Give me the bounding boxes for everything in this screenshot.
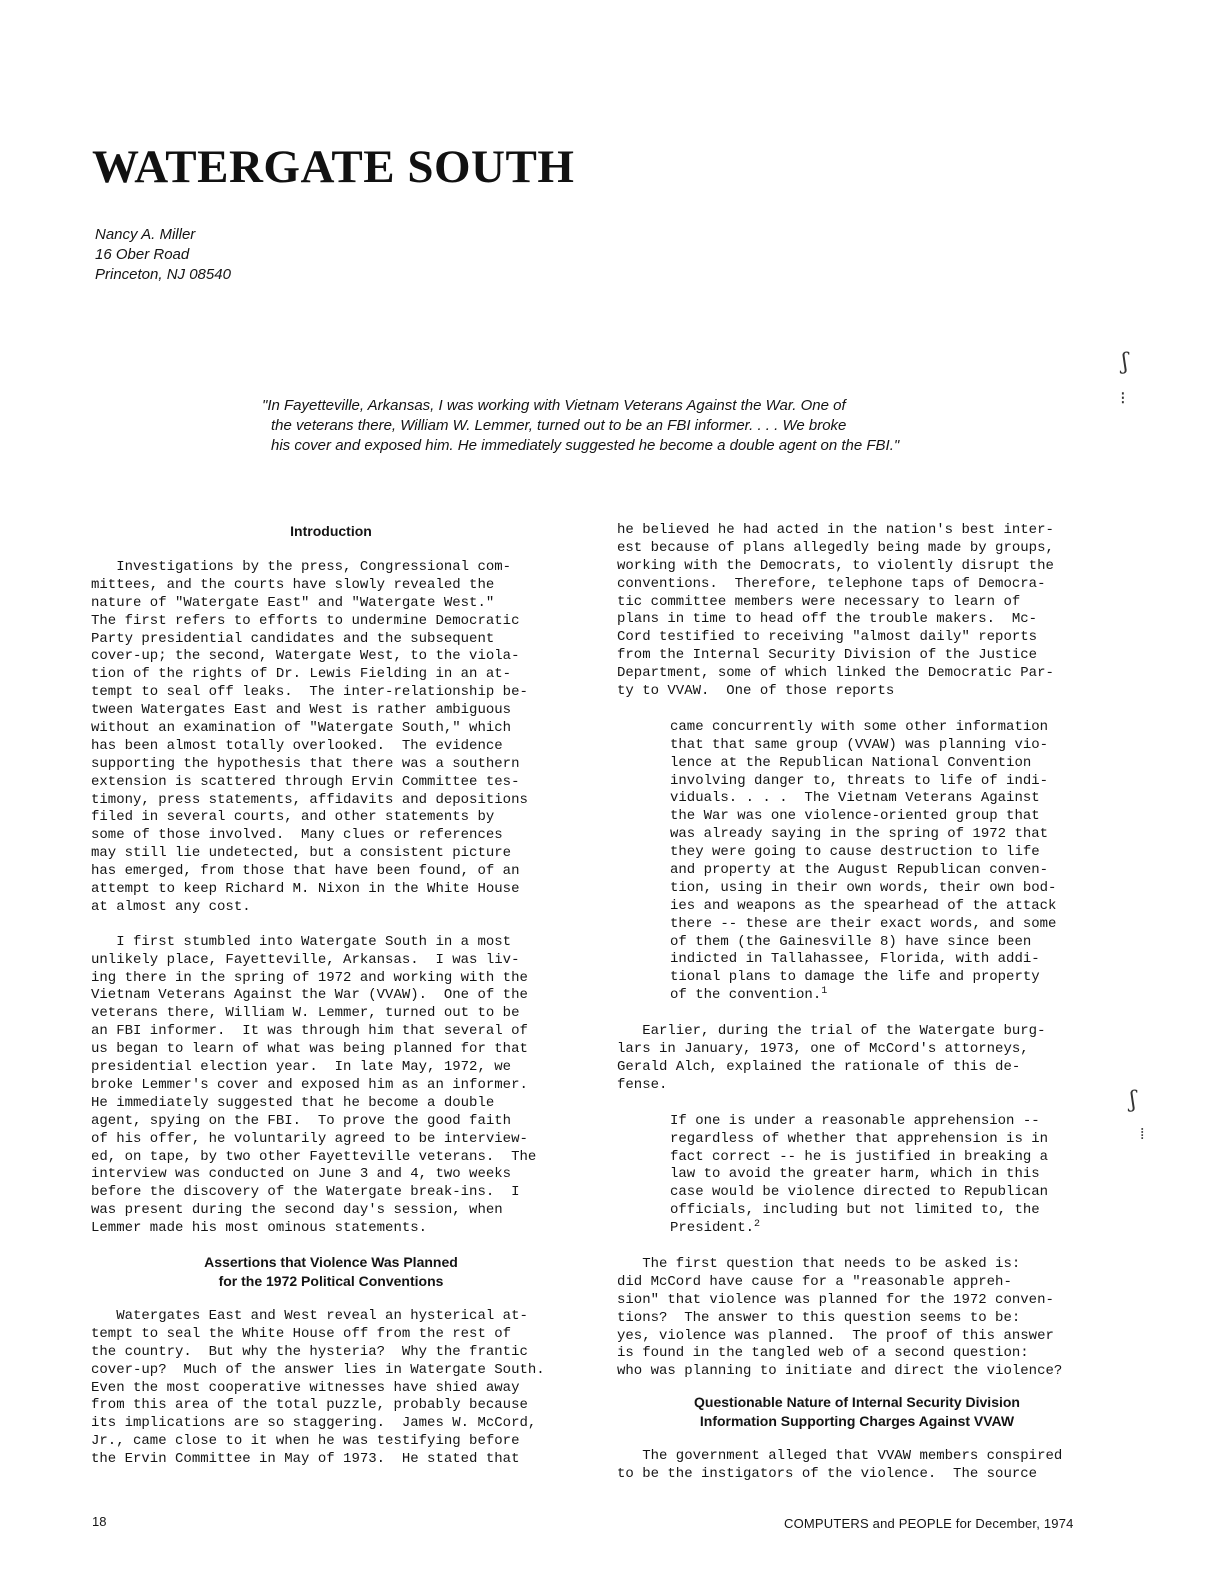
text-line: at almost any cost.	[91, 898, 251, 915]
text-line: law to avoid the greater harm, which in this	[670, 1166, 1040, 1183]
text-line: plans in time to head off the trouble makers. Mc-	[617, 611, 1038, 628]
margin-mark: ʃ	[1130, 1088, 1136, 1113]
text-line: interview was conducted on June 3 and 4, two weeks	[91, 1166, 512, 1183]
heading-line: Information Supporting Charges Against VVAW	[699, 1413, 1015, 1430]
text-line: is found in the tangled web of a second question:	[617, 1345, 1029, 1362]
text-line: cover-up? Much of the answer lies in Watergate South.	[91, 1361, 545, 1378]
text-line: who was planning to initiate and direct the violence?	[617, 1363, 1063, 1380]
text-line: tic committee members were necessary to learn of	[617, 593, 1021, 610]
margin-mark: ʃ	[1122, 350, 1128, 375]
text-line: before the discovery of the Watergate break-ins. I	[91, 1184, 520, 1201]
heading-line: for the 1972 Political Conventions	[218, 1272, 444, 1289]
text-line: ed, on tape, by two other Fayetteville veterans. The	[91, 1148, 537, 1165]
text-line: us began to learn of what was being planned for that	[91, 1041, 528, 1058]
text-line: the country. But why the hysteria? Why the frantic	[91, 1343, 528, 1360]
text-line: they were going to cause destruction to life	[670, 844, 1040, 861]
text-line: broke Lemmer's cover and exposed him as an informer.	[91, 1076, 528, 1093]
paragraph	[617, 1023, 1097, 1095]
paragraph	[91, 559, 571, 917]
text-line: from the Internal Security Division of the Justice	[617, 647, 1038, 664]
text-line: involving danger to, threats to life of indi-	[670, 772, 1049, 789]
text-line: Party presidential candidates and the subsequent	[91, 630, 495, 647]
text-line: cover-up; the second, Watergate West, to the viola-	[91, 648, 520, 665]
text-line: was present during the second day's session, when	[91, 1202, 503, 1219]
text-line: He immediately suggested that he become a double	[91, 1094, 495, 1111]
text-line: Cord testified to receiving "almost daily" reports	[617, 629, 1038, 646]
text-line: came concurrently with some other information	[670, 718, 1049, 735]
heading-line: Questionable Nature of Internal Security Division	[694, 1394, 1020, 1411]
epigraph-line: "In Fayetteville, Arkansas, I was working with Vietnam Veterans Against the War. One of	[262, 397, 846, 414]
heading-line: Assertions that Violence Was Planned	[204, 1253, 458, 1270]
text-line: of his offer, he voluntarily agreed to be interview-	[91, 1130, 528, 1147]
text-line: there -- these are their exact words, and some	[670, 915, 1057, 932]
text-line: tion, using in their own words, their own bod-	[670, 879, 1057, 896]
text-line: did McCord have cause for a "reasonable appreh-	[617, 1273, 1012, 1290]
text-line: lence at the Republican National Convention	[670, 754, 1032, 771]
text-line: supporting the hypothesis that there was a southern	[91, 755, 520, 772]
right-column	[617, 522, 1097, 1484]
text-line: The first question that needs to be asked is:	[617, 1255, 1021, 1272]
epigraph	[262, 396, 899, 456]
epigraph-line: his cover and exposed him. He immediately suggested he become a double agent on the FBI."	[271, 437, 900, 454]
footnote-ref: 1	[821, 986, 828, 998]
author-block	[95, 225, 231, 285]
text-line: the Ervin Committee in May of 1973. He stated that	[91, 1451, 520, 1468]
text-line: he believed he had acted in the nation's best inter-	[617, 522, 1054, 538]
text-line: working with the Democrats, to violently disrupt the	[617, 557, 1054, 574]
text-line: lars in January, 1973, one of McCord's attorneys,	[617, 1041, 1029, 1058]
author-street: 16 Ober Road	[95, 246, 190, 263]
text-line: unlikely place, Fayetteville, Arkansas. I was liv-	[91, 951, 520, 968]
text-line: tempt to seal off leaks. The inter-relationship be-	[91, 684, 528, 701]
author-city: Princeton, NJ 08540	[95, 266, 231, 283]
quote-line-with-footnote	[670, 1220, 1097, 1238]
text-line: tween Watergates East and West is rather ambiguous	[91, 702, 512, 719]
text-line: and property at the August Republican conven-	[670, 862, 1049, 879]
quote-lines	[670, 719, 1097, 987]
article-title: WATERGATE SOUTH	[92, 141, 575, 193]
text-line: tional plans to damage the life and property	[670, 969, 1040, 986]
section-heading-questionable	[617, 1393, 1097, 1431]
text-line: viduals. . . . The Vietnam Veterans Against	[670, 790, 1040, 807]
text-line: conventions. Therefore, telephone taps of Democra-	[617, 575, 1046, 592]
text-line: sion" that violence was planned for the 1972 conven-	[617, 1291, 1054, 1308]
text-line: an FBI informer. It was through him that several of	[91, 1023, 528, 1040]
text-line: fense.	[617, 1076, 668, 1093]
text-line: yes, violence was planned. The proof of this answer	[617, 1327, 1054, 1344]
quote-lines	[670, 1113, 1097, 1220]
text-line: The government alleged that VVAW members conspired	[617, 1448, 1063, 1465]
text-line: tion of the rights of Dr. Lewis Fielding in an at-	[91, 666, 512, 683]
text-line: Even the most cooperative witnesses have shied away	[91, 1379, 520, 1396]
text-line: Earlier, during the trial of the Watergate burg-	[617, 1023, 1046, 1040]
text-line: ing there in the spring of 1972 and working with the	[91, 969, 528, 986]
paragraph	[617, 1448, 1097, 1484]
text-line: fact correct -- he is justified in breaking a	[670, 1148, 1049, 1165]
text-line: its implications are so staggering. James W. McCord,	[91, 1415, 537, 1432]
text-line: If one is under a reasonable apprehension --	[670, 1112, 1040, 1129]
text-line: indicted in Tallahassee, Florida, with addi-	[670, 951, 1040, 968]
text-line: est because of plans allegedly being made by groups,	[617, 539, 1054, 556]
left-column	[91, 522, 571, 1469]
text-line: attempt to keep Richard M. Nixon in the White House	[91, 881, 520, 898]
text-line: ies and weapons as the spearhead of the attack	[670, 897, 1057, 914]
author-name: Nancy A. Miller	[95, 226, 196, 243]
text-line: was already saying in the spring of 1972 that	[670, 826, 1049, 843]
footnote-ref: 2	[754, 1219, 761, 1231]
block-quote	[617, 1113, 1097, 1238]
block-quote	[617, 719, 1097, 1005]
text-line: without an examination of "Watergate South," which	[91, 720, 512, 737]
text-line: Lemmer made his most ominous statements.	[91, 1220, 428, 1237]
text-line: veterans there, William W. Lemmer, turned out to be	[91, 1005, 520, 1022]
page-number: 18	[92, 1514, 107, 1529]
quote-line: President.	[670, 1220, 755, 1237]
paragraph	[617, 522, 1097, 701]
quote-line-with-footnote	[670, 987, 1097, 1005]
text-line: to be the instigators of the violence. The source	[617, 1466, 1038, 1483]
text-line: tempt to seal the White House off from the rest of	[91, 1325, 512, 1342]
text-line: timony, press statements, affidavits and depositions	[91, 791, 528, 808]
text-line: of them (the Gainesville 8) have since been	[670, 933, 1032, 950]
text-line: mittees, and the courts have slowly revealed the	[91, 576, 495, 593]
margin-mark: ⁞	[1140, 1124, 1145, 1143]
paragraph	[91, 934, 571, 1238]
text-line: Department, some of which linked the Democratic Par-	[617, 665, 1054, 682]
text-line: Investigations by the press, Congressional com-	[91, 559, 512, 575]
text-line: regardless of whether that apprehension is in	[670, 1130, 1049, 1147]
quote-line: of the convention.	[670, 987, 822, 1004]
text-line: presidential election year. In late May, 1972, we	[91, 1059, 512, 1076]
margin-mark: ⁝	[1120, 388, 1126, 409]
text-line: that that same group (VVAW) was planning vio-	[670, 736, 1049, 753]
text-line: ty to VVAW. One of those reports	[617, 683, 895, 700]
text-line: nature of "Watergate East" and "Watergate West."	[91, 594, 495, 611]
text-line: the War was one violence-oriented group that	[670, 808, 1040, 825]
text-line: may still lie undetected, but a consistent picture	[91, 845, 512, 862]
publication-footer: COMPUTERS and PEOPLE for December, 1974	[784, 1516, 1074, 1531]
text-line: case would be violence directed to Republican	[670, 1184, 1049, 1201]
text-line: The first refers to efforts to undermine Democratic	[91, 612, 520, 629]
section-heading-introduction: Introduction	[290, 523, 372, 539]
text-line: tions? The answer to this question seems to be:	[617, 1309, 1021, 1326]
text-line: I first stumbled into Watergate South in a most	[91, 933, 512, 950]
section-heading-assertions	[91, 1253, 571, 1291]
text-line: Jr., came close to it when he was testifying before	[91, 1433, 520, 1450]
text-line: some of those involved. Many clues or references	[91, 827, 503, 844]
text-line: filed in several courts, and other statements by	[91, 809, 495, 826]
text-line: Watergates East and West reveal an hysterical at-	[91, 1307, 528, 1324]
paragraph	[617, 1256, 1097, 1381]
text-line: from this area of the total puzzle, probably because	[91, 1397, 528, 1414]
text-line: extension is scattered through Ervin Committee tes-	[91, 773, 520, 790]
text-line: Vietnam Veterans Against the War (VVAW). One of the	[91, 987, 528, 1004]
text-line: has emerged, from those that have been found, of an	[91, 863, 520, 880]
epigraph-line: the veterans there, William W. Lemmer, turned out to be an FBI informer. . . . We broke	[271, 417, 847, 434]
text-line: agent, spying on the FBI. To prove the good faith	[91, 1112, 512, 1129]
paragraph	[91, 1308, 571, 1469]
text-line: has been almost totally overlooked. The evidence	[91, 737, 503, 754]
text-line: Gerald Alch, explained the rationale of this de-	[617, 1058, 1021, 1075]
text-line: officials, including but not limited to, the	[670, 1202, 1040, 1219]
